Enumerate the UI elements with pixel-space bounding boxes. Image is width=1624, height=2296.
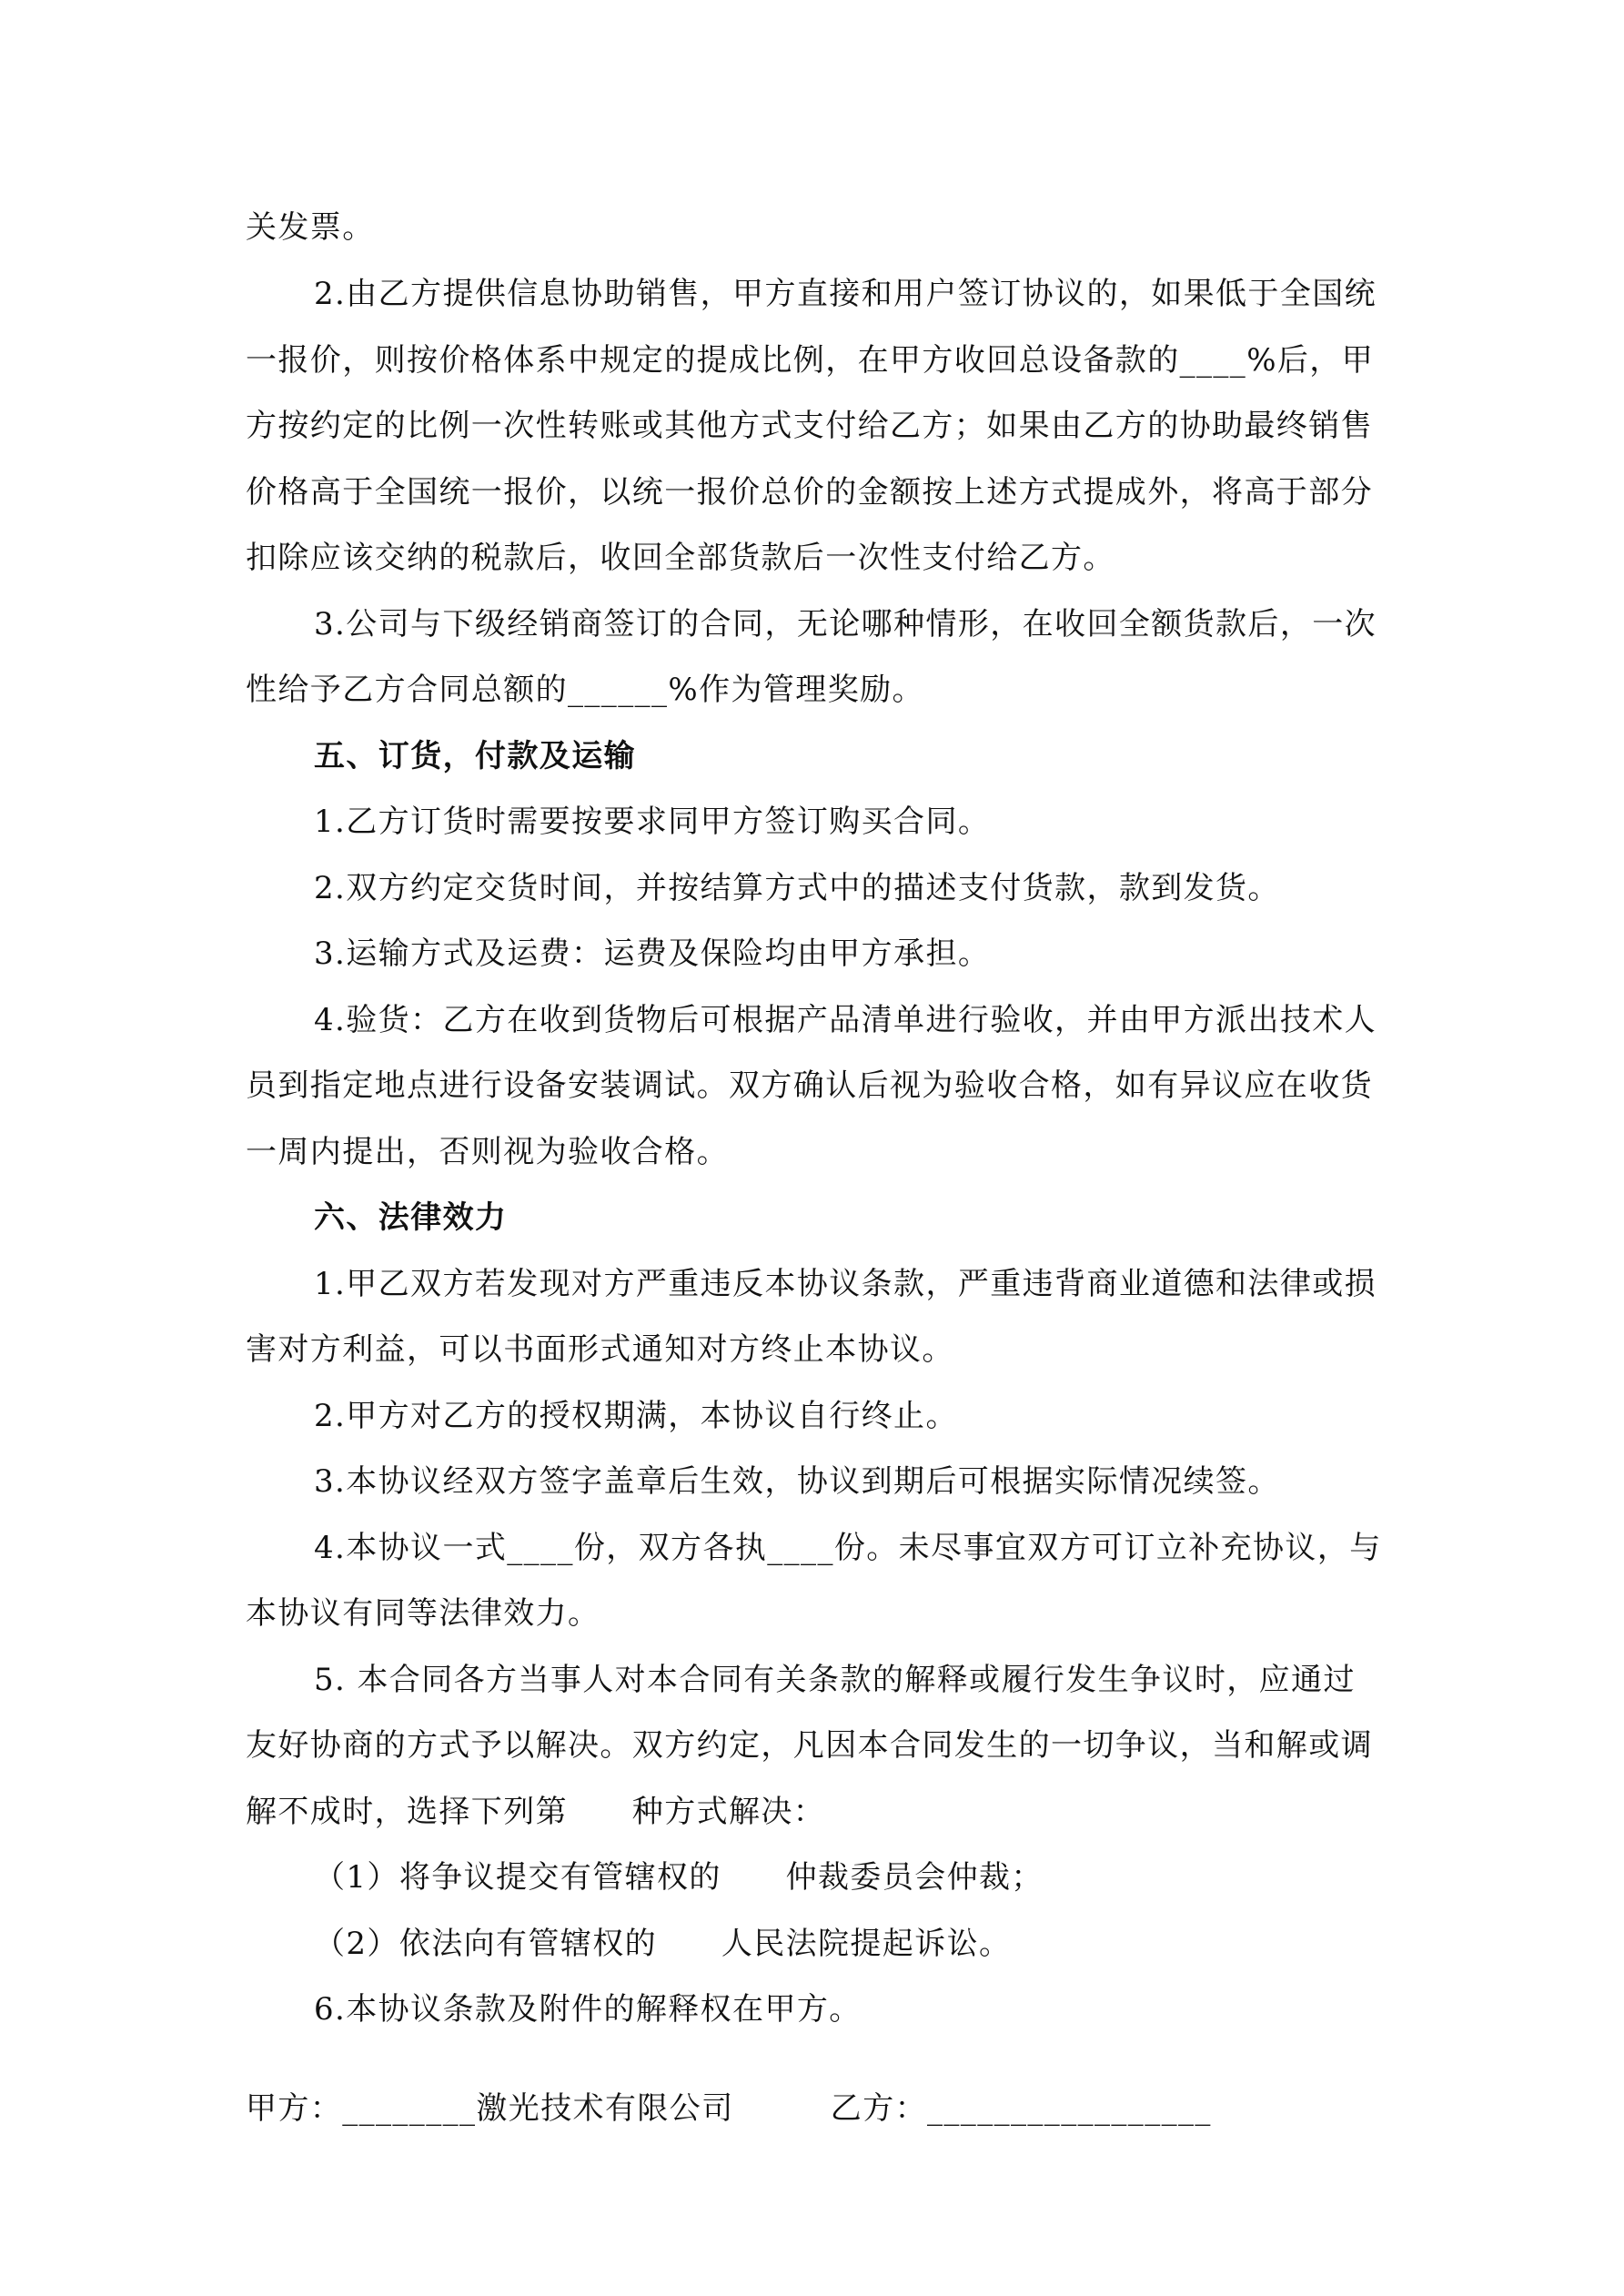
text-line: 4.验货：乙方在收到货物后可根据产品清单进行验收，并由甲方派出技术人 bbox=[314, 1002, 1377, 1038]
text-line: 2.由乙方提供信息协助销售，甲方直接和用户签订协议的，如果低于全国统 bbox=[314, 276, 1377, 312]
text-line: 害对方利益，可以书面形式通知对方终止本协议。 bbox=[246, 1331, 954, 1368]
text-line: 1.甲乙双方若发现对方严重违反本协议条款，严重违背商业道德和法律或损 bbox=[314, 1266, 1377, 1302]
text-line: 性给予乙方合同总额的______%作为管理奖励。 bbox=[246, 672, 924, 708]
text-line: 一周内提出，否则视为验收合格。 bbox=[246, 1134, 729, 1170]
text-line: 1.乙方订货时需要按要求同甲方签订购买合同。 bbox=[314, 804, 991, 840]
text-line: （2）依法向有管辖权的 人民法院提起诉讼。 bbox=[314, 1926, 1012, 1962]
text-line: 3.本协议经双方签字盖章后生效，协议到期后可根据实际情况续签。 bbox=[314, 1463, 1280, 1500]
text-line: 关发票。 bbox=[246, 209, 375, 246]
text-line: 友好协商的方式予以解决。双方约定，凡因本合同发生的一切争议，当和解或调 bbox=[246, 1727, 1373, 1764]
text-line: 本协议有同等法律效力。 bbox=[246, 1595, 600, 1632]
text-line: 3.运输方式及运费：运费及保险均由甲方承担。 bbox=[314, 936, 991, 972]
text-line: 价格高于全国统一报价，以统一报价总价的金额按上述方式提成外，将高于部分 bbox=[246, 474, 1373, 511]
section-heading: 六、法律效力 bbox=[314, 1199, 508, 1236]
text-line: 扣除应该交纳的税款后，收回全部货款后一次性支付给乙方。 bbox=[246, 540, 1115, 576]
text-line: 解不成时，选择下列第 种方式解决： bbox=[246, 1794, 826, 1830]
text-line: 6.本协议条款及附件的解释权在甲方。 bbox=[314, 1991, 862, 2028]
signature-line: 甲方：________激光技术有限公司 乙方：_________________ bbox=[246, 2090, 1212, 2127]
section-heading: 五、订货，付款及运输 bbox=[314, 738, 636, 774]
text-line: 2.双方约定交货时间，并按结算方式中的描述支付货款，款到发货。 bbox=[314, 870, 1280, 906]
text-line: 4.本协议一式____份，双方各执____份。未尽事宜双方可订立补充协议，与 bbox=[314, 1530, 1382, 1566]
text-line: 一报价，则按价格体系中规定的提成比例，在甲方收回总设备款的____%后，甲 bbox=[246, 342, 1375, 379]
text-line: 5. 本合同各方当事人对本合同有关条款的解释或履行发生争议时，应通过 bbox=[314, 1662, 1356, 1698]
text-line: 2.甲方对乙方的授权期满，本协议自行终止。 bbox=[314, 1398, 958, 1434]
text-line: 员到指定地点进行设备安装调试。双方确认后视为验收合格，如有异议应在收货 bbox=[246, 1067, 1373, 1104]
text-line: 3.公司与下级经销商签订的合同，无论哪种情形，在收回全额货款后，一次 bbox=[314, 606, 1377, 642]
text-line: （1）将争议提交有管辖权的 仲裁委员会仲裁； bbox=[314, 1859, 1044, 1896]
text-line: 方按约定的比例一次性转账或其他方式支付给乙方；如果由乙方的协助最终销售 bbox=[246, 408, 1373, 444]
